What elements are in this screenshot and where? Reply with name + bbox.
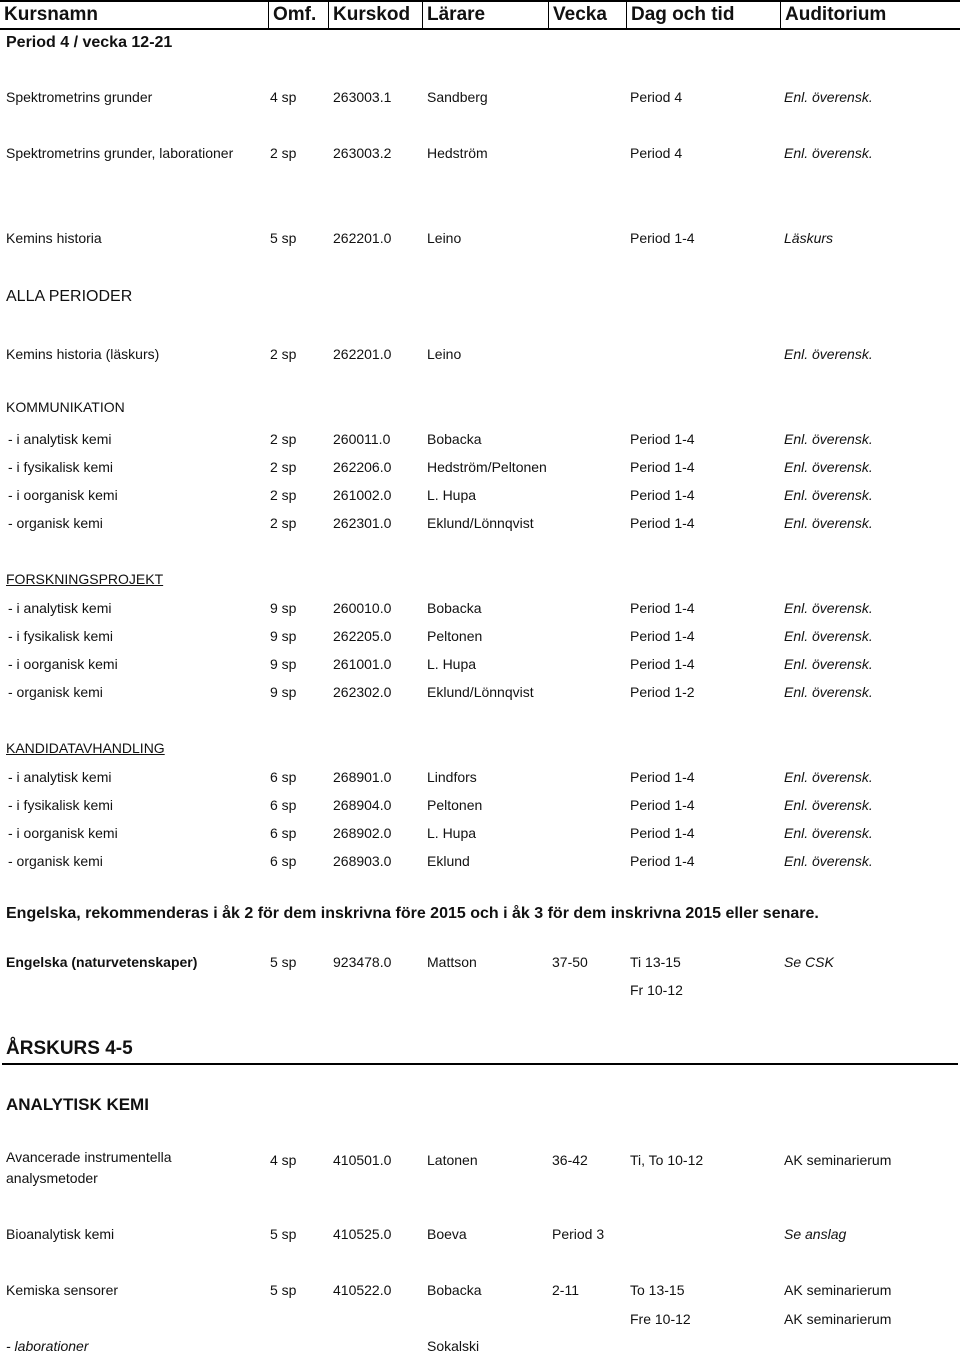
course-time: Period 1-4 (630, 515, 695, 531)
course-teacher: Eklund (427, 853, 470, 869)
course-omf: 6 sp (270, 769, 297, 785)
course-room: Enl. överensk. (784, 825, 873, 841)
course-name: - i analytisk kemi (8, 769, 112, 785)
course-code: 263003.2 (333, 145, 392, 161)
course-room: Enl. överensk. (784, 145, 873, 161)
course-omf: 2 sp (270, 459, 297, 475)
course-code: 268904.0 (333, 797, 392, 813)
course-omf: 6 sp (270, 797, 297, 813)
course-teacher: Latonen (427, 1152, 478, 1168)
course-code: 923478.0 (333, 954, 392, 970)
section-title-analytisk-kemi: ANALYTISK KEMI (6, 1095, 149, 1114)
course-room: Enl. överensk. (784, 684, 873, 700)
course-name: - organisk kemi (8, 853, 103, 869)
course-name: Kemins historia (6, 230, 102, 246)
course-name: Avancerade instrumentella (6, 1149, 172, 1165)
course-week: 36-42 (552, 1152, 588, 1168)
course-teacher: Sandberg (427, 89, 488, 105)
course-time: Ti 13-15 (630, 954, 681, 970)
course-time: To 13-15 (630, 1282, 685, 1298)
course-teacher: Bobacka (427, 1282, 482, 1298)
course-time: Period 1-4 (630, 487, 695, 503)
course-teacher: Peltonen (427, 797, 483, 813)
course-room: Enl. överensk. (784, 628, 873, 644)
course-teacher: Peltonen (427, 628, 483, 644)
course-teacher: Mattson (427, 954, 477, 970)
course-name: - i analytisk kemi (8, 600, 112, 616)
course-code: 262201.0 (333, 230, 392, 246)
course-teacher: Leino (427, 230, 462, 246)
table-header (0, 0, 960, 30)
course-teacher: Lindfors (427, 769, 477, 785)
course-room: AK seminarierum (784, 1282, 892, 1298)
course-time: Period 1-2 (630, 684, 695, 700)
course-omf: 2 sp (270, 515, 297, 531)
course-time: Period 1-4 (630, 628, 695, 644)
header-kursnamn: Kursnamn (4, 4, 98, 25)
engelska-note: Engelska, rekommenderas i åk 2 för dem inskrivna före 2015 och i åk 3 för dem inskrivna 2015 eller senare. (6, 905, 819, 922)
course-room: Enl. överensk. (784, 600, 873, 616)
course-code: 262302.0 (333, 684, 392, 700)
group-title-kommunikation: KOMMUNIKATION (6, 399, 125, 415)
course-room: Enl. överensk. (784, 853, 873, 869)
course-name: - organisk kemi (8, 515, 103, 531)
course-time-2: Fr 10-12 (630, 982, 683, 998)
course-code: 262201.0 (333, 346, 392, 362)
course-time-2: Fre 10-12 (630, 1311, 691, 1327)
course-time: Period 1-4 (630, 769, 695, 785)
course-name-2: analysmetoder (6, 1170, 98, 1186)
course-code: 268901.0 (333, 769, 392, 785)
header-kurskod: Kurskod (328, 2, 422, 28)
course-room: Enl. överensk. (784, 431, 873, 447)
course-code: 268902.0 (333, 825, 392, 841)
course-time: Period 4 (630, 145, 683, 161)
course-code: 262301.0 (333, 515, 392, 531)
course-omf: 9 sp (270, 684, 297, 700)
course-code: 262206.0 (333, 459, 392, 475)
course-name: Kemiska sensorer (6, 1282, 119, 1298)
course-code: 262205.0 (333, 628, 392, 644)
course-name: - i oorganisk kemi (8, 825, 118, 841)
course-time: Period 1-4 (630, 797, 695, 813)
course-code: 410522.0 (333, 1282, 392, 1298)
course-omf: 9 sp (270, 600, 297, 616)
course-room: Enl. överensk. (784, 346, 873, 362)
course-teacher: Hedström (427, 145, 488, 161)
course-name: - organisk kemi (8, 684, 103, 700)
course-code: 261002.0 (333, 487, 392, 503)
course-name: Engelska (naturvetenskaper) (6, 954, 198, 970)
course-time: Period 1-4 (630, 853, 695, 869)
course-time: Ti, To 10-12 (630, 1152, 704, 1168)
group-title-forskningsprojekt: FORSKNINGSPROJEKT (6, 571, 164, 587)
course-teacher: L. Hupa (427, 825, 477, 841)
course-code: 410501.0 (333, 1152, 392, 1168)
course-teacher: Leino (427, 346, 462, 362)
course-room: Enl. överensk. (784, 656, 873, 672)
header-larare: Lärare (422, 2, 548, 28)
course-room: AK seminarierum (784, 1152, 892, 1168)
header-omf: Omf. (268, 2, 328, 28)
course-omf: 2 sp (270, 487, 297, 503)
course-teacher: Eklund/Lönnqvist (427, 515, 534, 531)
course-name: Kemins historia (läskurs) (6, 346, 160, 362)
course-name: - i analytisk kemi (8, 431, 112, 447)
course-teacher: Eklund/Lönnqvist (427, 684, 534, 700)
group-title-kandidatavhandling: KANDIDATAVHANDLING (6, 740, 165, 756)
course-time: Period 1-4 (630, 656, 695, 672)
course-teacher: L. Hupa (427, 656, 477, 672)
section-title-arskurs: ÅRSKURS 4-5 (6, 1038, 133, 1059)
course-teacher: L. Hupa (427, 487, 477, 503)
course-teacher: Sokalski (427, 1338, 480, 1354)
course-room: Enl. överensk. (784, 89, 873, 105)
course-week: Period 3 (552, 1226, 605, 1242)
course-room: Enl. överensk. (784, 459, 873, 475)
course-code: 410525.0 (333, 1226, 392, 1242)
course-code: 268903.0 (333, 853, 392, 869)
course-room: Enl. överensk. (784, 515, 873, 531)
course-room: Se anslag (784, 1226, 847, 1242)
course-omf: 5 sp (270, 954, 297, 970)
course-time: Period 1-4 (630, 459, 695, 475)
course-teacher: Boeva (427, 1226, 467, 1242)
course-room: Enl. överensk. (784, 797, 873, 813)
course-omf: 5 sp (270, 1282, 297, 1298)
course-name: Bioanalytisk kemi (6, 1226, 115, 1242)
course-time: Period 4 (630, 89, 683, 105)
course-omf: 5 sp (270, 230, 297, 246)
course-omf: 9 sp (270, 628, 297, 644)
course-name: - i oorganisk kemi (8, 487, 118, 503)
course-omf: 6 sp (270, 853, 297, 869)
course-week: 2-11 (552, 1282, 579, 1298)
course-room-2: AK seminarierum (784, 1311, 892, 1327)
course-name: - i oorganisk kemi (8, 656, 118, 672)
course-week: 37-50 (552, 954, 588, 970)
period-title: Period 4 / vecka 12-21 (6, 34, 173, 51)
header-vecka: Vecka (548, 2, 626, 28)
course-name: Spektrometrins grunder, laborationer (6, 145, 234, 161)
course-room: Enl. överensk. (784, 487, 873, 503)
course-time: Period 1-4 (630, 825, 695, 841)
course-teacher: Bobacka (427, 431, 482, 447)
course-omf: 4 sp (270, 89, 297, 105)
course-omf: 4 sp (270, 1152, 297, 1168)
course-name: - i fysikalisk kemi (8, 459, 114, 475)
course-code: 261001.0 (333, 656, 392, 672)
course-omf: 2 sp (270, 431, 297, 447)
course-code: 260011.0 (333, 431, 391, 447)
course-time: Period 1-4 (630, 431, 695, 447)
course-name: - laborationer (6, 1338, 89, 1354)
course-room: Se CSK (784, 954, 834, 970)
course-room: Enl. överensk. (784, 769, 873, 785)
course-code: 263003.1 (333, 89, 392, 105)
course-teacher: Bobacka (427, 600, 482, 616)
header-auditorium: Auditorium (780, 2, 960, 28)
course-code: 260010.0 (333, 600, 392, 616)
course-time: Period 1-4 (630, 600, 695, 616)
course-omf: 5 sp (270, 1226, 297, 1242)
course-omf: 2 sp (270, 346, 297, 362)
course-omf: 2 sp (270, 145, 297, 161)
course-omf: 6 sp (270, 825, 297, 841)
section-divider (2, 1063, 958, 1065)
section-title-alla-perioder: ALLA PERIODER (6, 288, 133, 305)
course-name: Spektrometrins grunder (6, 89, 153, 105)
header-dag-och-tid: Dag och tid (626, 2, 780, 28)
course-name: - i fysikalisk kemi (8, 628, 114, 644)
course-room: Läskurs (784, 230, 834, 246)
course-name: - i fysikalisk kemi (8, 797, 114, 813)
course-teacher: Hedström/Peltonen (427, 459, 547, 475)
course-omf: 9 sp (270, 656, 297, 672)
course-time: Period 1-4 (630, 230, 695, 246)
